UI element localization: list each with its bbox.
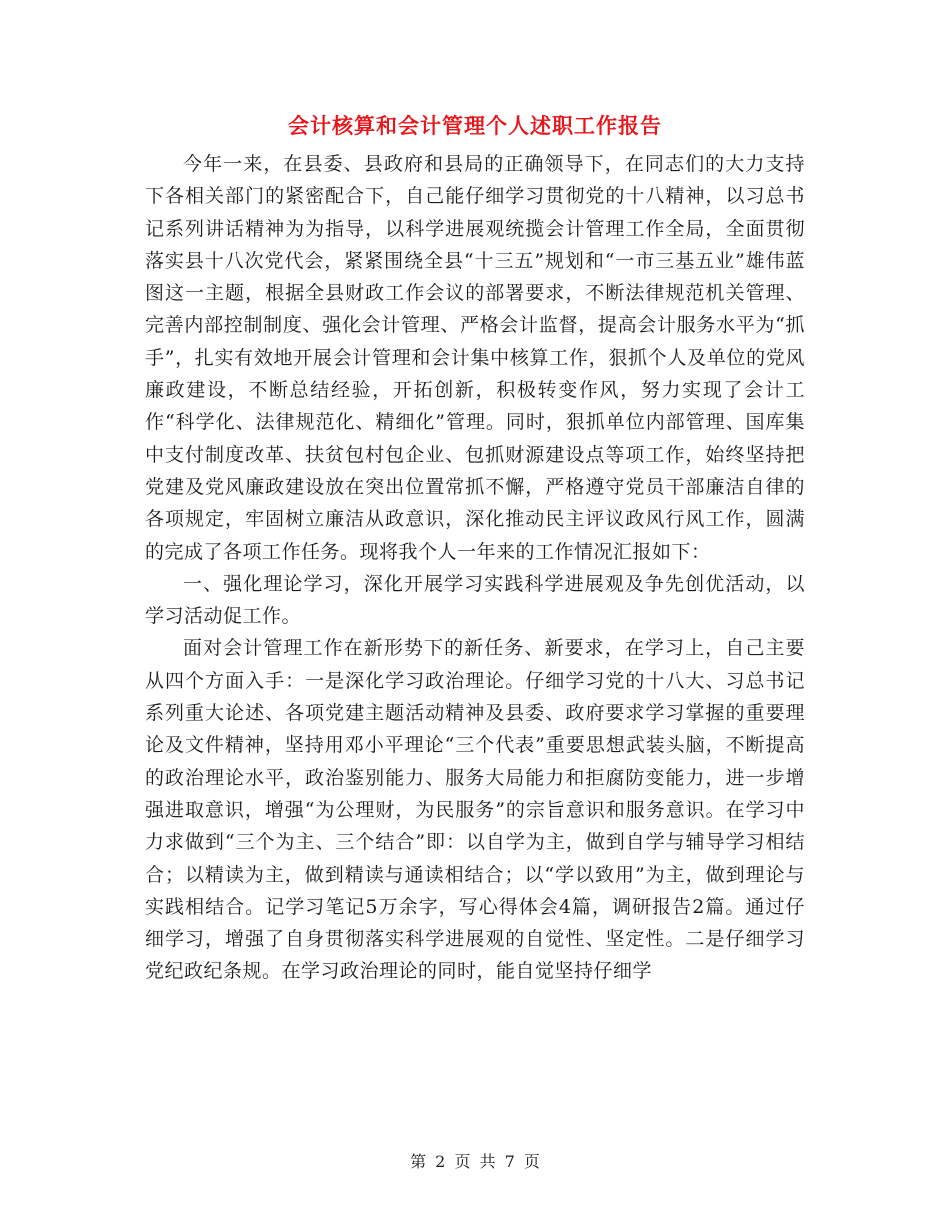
paragraph-section-heading: 一、强化理论学习，深化开展学习实践科学进展观及争先创优活动，以学习活动促工作。 <box>145 572 805 628</box>
paragraph-study: 面对会计管理工作在新形势下的新任务、新要求，在学习上，自己主要从四个方面入手：一是深化学习政治理论。仔细学习党的十八大、习总书记系列重大论述、各项党建主题活动精神及县委、政府要求学习掌握的重要理论及文件精神，坚持用邓小平理论“三个代表”重要思想武装头脑，不断提高的政治理论水平，政治鉴别能力、服务大局能力和拒腐防变能力，进一步增强进取意识，增强“为公理财，为民服务”的宗旨意识和服务意识。在学习中力求做到“三个为主、三个结合”即：以自学为主，做到自学与辅导学习相结合；以精读为主，做到精读与通读相结合；以“学以致用”为主，做到理论与实践相结合。记学习笔记5万余字，写心得体会4篇，调研报告2篇。通过仔细学习，增强了自身贯彻落实科学进展观的自觉性、坚定性。二是仔细学习党纪政纪条规。在学习政治理论的同时，能自觉坚持仔细学 <box>145 637 805 983</box>
document-body <box>145 148 805 988</box>
page-number-footer: 第 2 页 共 7 页 <box>410 1152 540 1171</box>
document-title: 会计核算和会计管理个人述职工作报告 <box>288 113 662 138</box>
paragraph-intro: 今年一来，在县委、县政府和县局的正确领导下，在同志们的大力支持下各相关部门的紧密配合下，自己能仔细学习贯彻党的十八精神，以习总书记系列讲话精神为为指导，以科学进展观统揽会计管理工作全局，全面贯彻落实县十八次党代会，紧紧围绕全县“十三五”规划和“一市三基五业”雄伟蓝图这一主题，根据全县财政工作会议的部署要求，不断法律规范机关管理、完善内部控制制度、强化会计管理、严格会计监督，提高会计服务水平为“抓手”，扎实有效地开展会计管理和会计集中核算工作，狠抓个人及单位的党风廉政建设，不断总结经验，开拓创新，积极转变作风，努力实现了会计工作“科学化、法律规范化、精细化”管理。同时，狠抓单位内部管理、国库集中支付制度改革、扶贫包村包企业、包抓财源建设点等项工作，始终坚持把党建及党风廉政建设放在突出位置常抓不懈，严格遵守党员干部廉洁自律的各项规定，牢固树立廉洁从政意识，深化推动民主评议政风行风工作，圆满的完成了各项工作任务。现将我个人一年来的工作情况汇报如下： <box>145 153 805 563</box>
